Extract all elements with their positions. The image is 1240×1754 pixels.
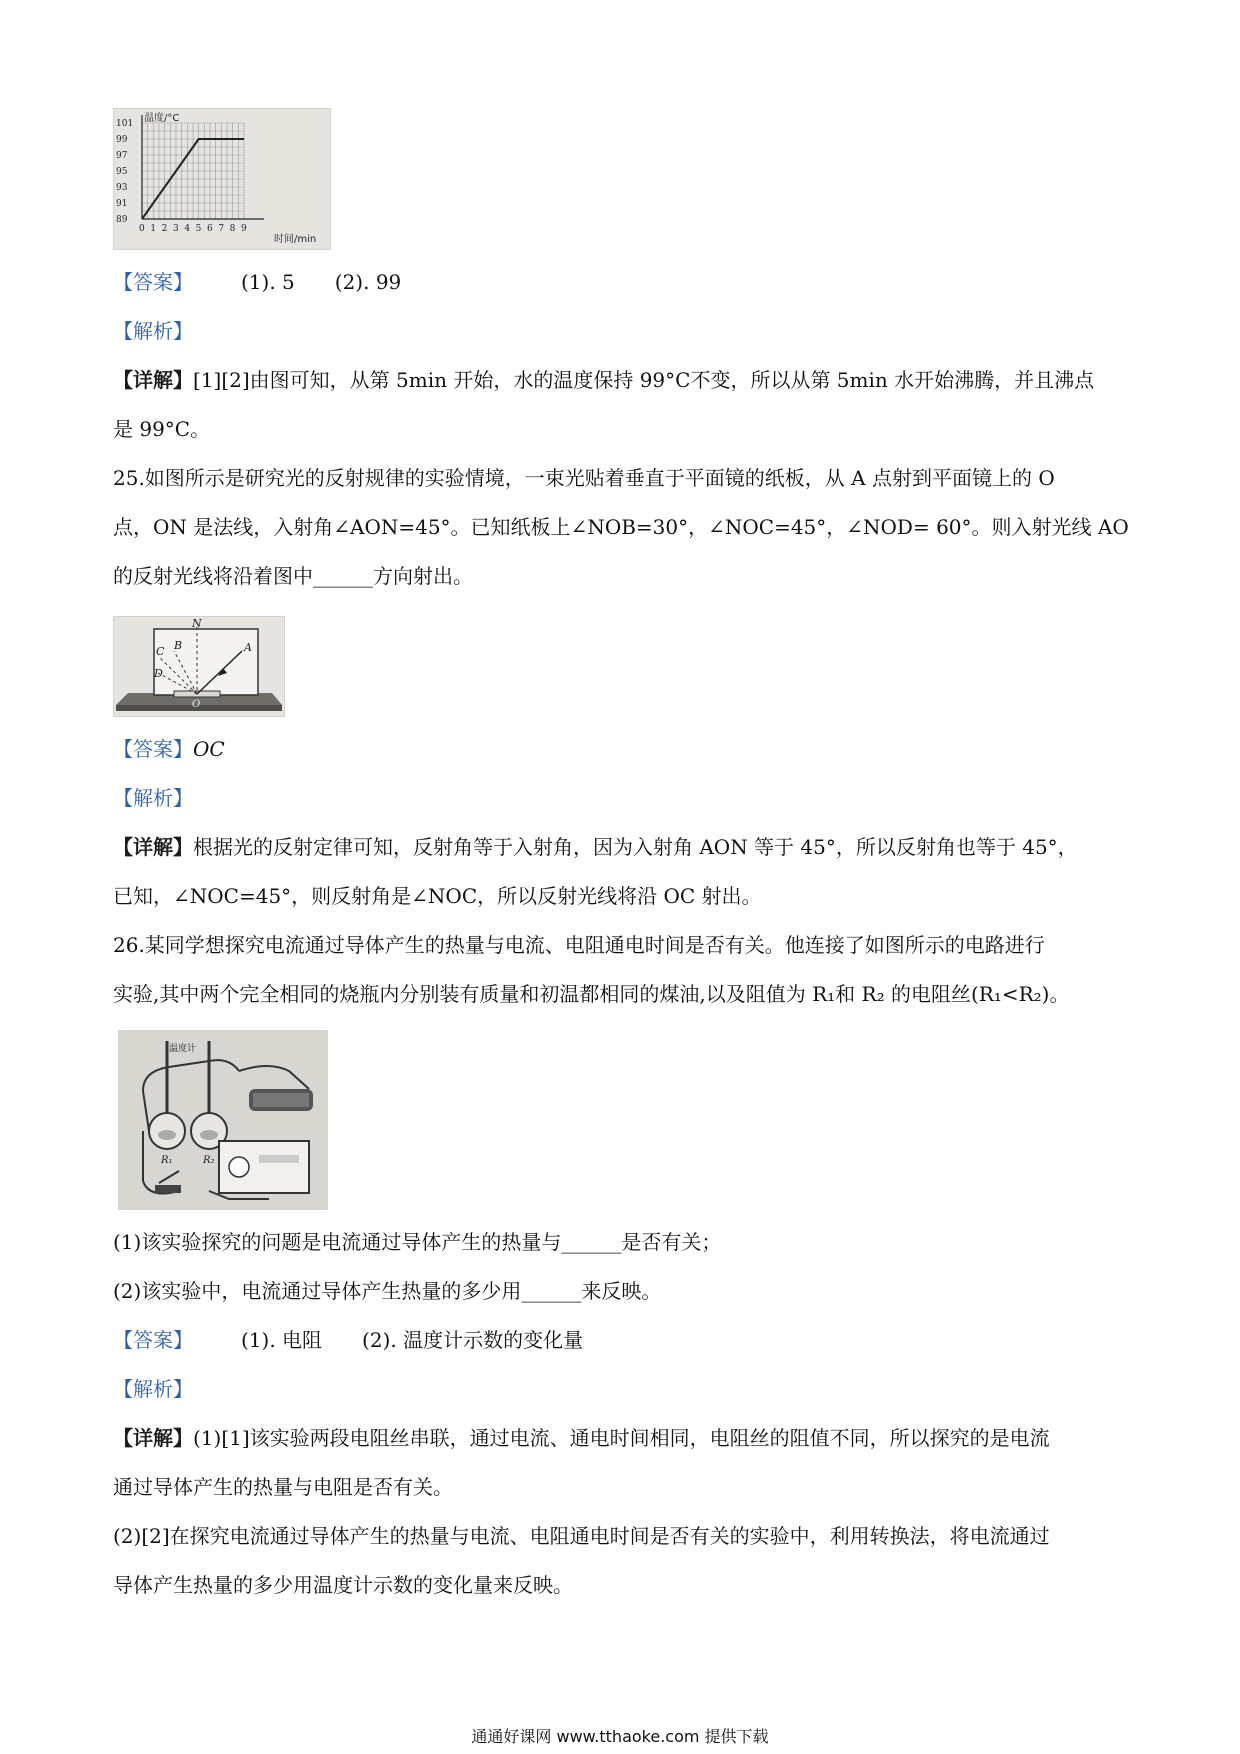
answer-tag: 【答案】: [113, 270, 193, 294]
q24-detail-line-2: 是 99°C。: [113, 417, 211, 441]
q25-analysis-line: [113, 784, 193, 812]
q25-detail-line-1: [113, 833, 1078, 861]
label-C: C: [156, 645, 165, 658]
q24-analysis-line: [113, 317, 193, 345]
circuit-experiment-diagram: [119, 1031, 327, 1209]
page-footer: 通通好课网 www.tthaoke.com 提供下载: [471, 1727, 769, 1746]
q26-answer-line: [113, 1326, 583, 1354]
x-tick-label: 2: [161, 224, 168, 234]
analysis-tag: 【解析】: [113, 1377, 193, 1401]
q25-question-line-1: 25.如图所示是研究光的反射规律的实验情境，一束光贴着垂直于平面镜的纸板，从 A 点射到平面镜上的 O: [113, 466, 1055, 490]
q26-detail-line-2: 通过导体产生的热量与电阻是否有关。: [113, 1475, 453, 1499]
q26-answer-1: (1). 电阻: [241, 1328, 323, 1352]
chart-axes: [142, 115, 264, 219]
label-B: B: [174, 639, 183, 652]
q24-answer-1: (1). 5: [241, 270, 295, 294]
q26-detail-line-3: (2)[2]在探究电流通过导体产生的热量与电流、电阻通电时间是否有关的实验中，利用转换法，将电流通过: [113, 1524, 1050, 1548]
thermometer-label: 温度计: [169, 1044, 197, 1054]
x-tick-label: 4: [184, 224, 191, 234]
q26-detail-line-4: 导体产生热量的多少用温度计示数的变化量来反映。: [113, 1573, 573, 1597]
q24-answer-line: [113, 268, 401, 296]
q25-question-line-3: 的反射光线将沿着图中______方向射出。: [113, 564, 473, 588]
q26-detail-text-1: (1)[1]该实验两段电阻丝串联，通过电流、通电时间相同，电阻丝的阻值不同，所以探究的是电流: [193, 1426, 1050, 1450]
label-D: D: [154, 667, 163, 680]
y-tick-label: 97: [116, 151, 128, 161]
temperature-time-chart-figure: [113, 108, 331, 250]
temperature-time-chart: [114, 109, 330, 249]
label-A: A: [244, 641, 252, 654]
light-reflection-figure: [113, 616, 285, 717]
y-tick-label: 101: [116, 119, 134, 129]
q24-detail-text-1: [1][2]由图可知，从第 5min 开始，水的温度保持 99°C不变，所以从第 5min 水开始沸腾，并且沸点: [193, 368, 1095, 392]
q24-answer-2: (2). 99: [334, 270, 402, 294]
q25-answer: OC: [193, 737, 225, 761]
y-tick-label: 89: [116, 215, 128, 225]
detail-tag: 【详解】: [113, 368, 193, 392]
analysis-tag: 【解析】: [113, 786, 193, 810]
detail-tag: 【详解】: [113, 835, 193, 859]
q26-question-line-1: 26.某同学想探究电流通过导体产生的热量与电流、电阻通电时间是否有关。他连接了如图所示的电路进行: [113, 933, 1045, 957]
q26-answer-2: (2). 温度计示数的变化量: [362, 1328, 584, 1352]
x-tick-label: 5: [195, 224, 202, 234]
x-tick-label: 3: [173, 224, 179, 234]
q25-answer-line: [113, 735, 225, 763]
light-reflection-diagram: [114, 617, 284, 716]
x-tick-label: 1: [150, 224, 157, 234]
x-tick-label: 6: [207, 224, 213, 234]
label-O: O: [192, 699, 201, 710]
chart-grid: [142, 123, 244, 219]
q26-question-line-2: 实验,其中两个完全相同的烧瓶内分别装有质量和初温都相同的煤油,以及阻值为 R₁和 R₂ 的电阻丝(R₁<R₂)。: [113, 982, 1070, 1006]
q26-sub-question-2: (2)该实验中，电流通过导体产生热量的多少用______来反映。: [113, 1279, 662, 1303]
q24-detail-line-1: [113, 366, 1094, 394]
circuit-experiment-figure: [118, 1030, 328, 1210]
y-tick-label: 93: [116, 183, 128, 193]
y-tick-label: 91: [116, 199, 128, 209]
answer-tag: 【答案】: [113, 737, 193, 761]
answer-tag: 【答案】: [113, 1328, 193, 1352]
analysis-tag: 【解析】: [113, 319, 193, 343]
q25-question-line-2: 点，ON 是法线，入射角∠AON=45°。已知纸板上∠NOB=30°，∠NOC=45°，∠NOD= 60°。则入射光线 AO: [113, 515, 1129, 539]
detail-tag: 【详解】: [113, 1426, 193, 1450]
r2-label: R₂: [203, 1155, 215, 1166]
x-tick-label: 7: [218, 224, 225, 234]
y-axis-label: 温度/°C: [144, 113, 180, 124]
label-N: N: [192, 617, 202, 630]
q26-detail-line-1: [113, 1424, 1050, 1452]
q26-analysis-line: [113, 1375, 193, 1403]
q26-sub-question-1: (1)该实验探究的问题是电流通过导体产生的热量与______是否有关；: [113, 1230, 722, 1254]
q25-detail-line-2: 已知，∠NOC=45°，则反射角是∠NOC，所以反射光线将沿 OC 射出。: [113, 884, 762, 908]
y-tick-label: 95: [116, 167, 128, 177]
x-axis-label: 时间/min: [274, 234, 317, 245]
x-tick-label: 0: [139, 224, 145, 234]
q25-detail-text-1: 根据光的反射定律可知，反射角等于入射角，因为入射角 AON 等于 45°，所以反射角也等于 45°，: [193, 835, 1078, 859]
r1-label: R₁: [161, 1155, 173, 1166]
y-tick-label: 99: [116, 135, 128, 145]
x-tick-label: 9: [241, 224, 247, 234]
x-tick-label: 8: [229, 224, 236, 234]
